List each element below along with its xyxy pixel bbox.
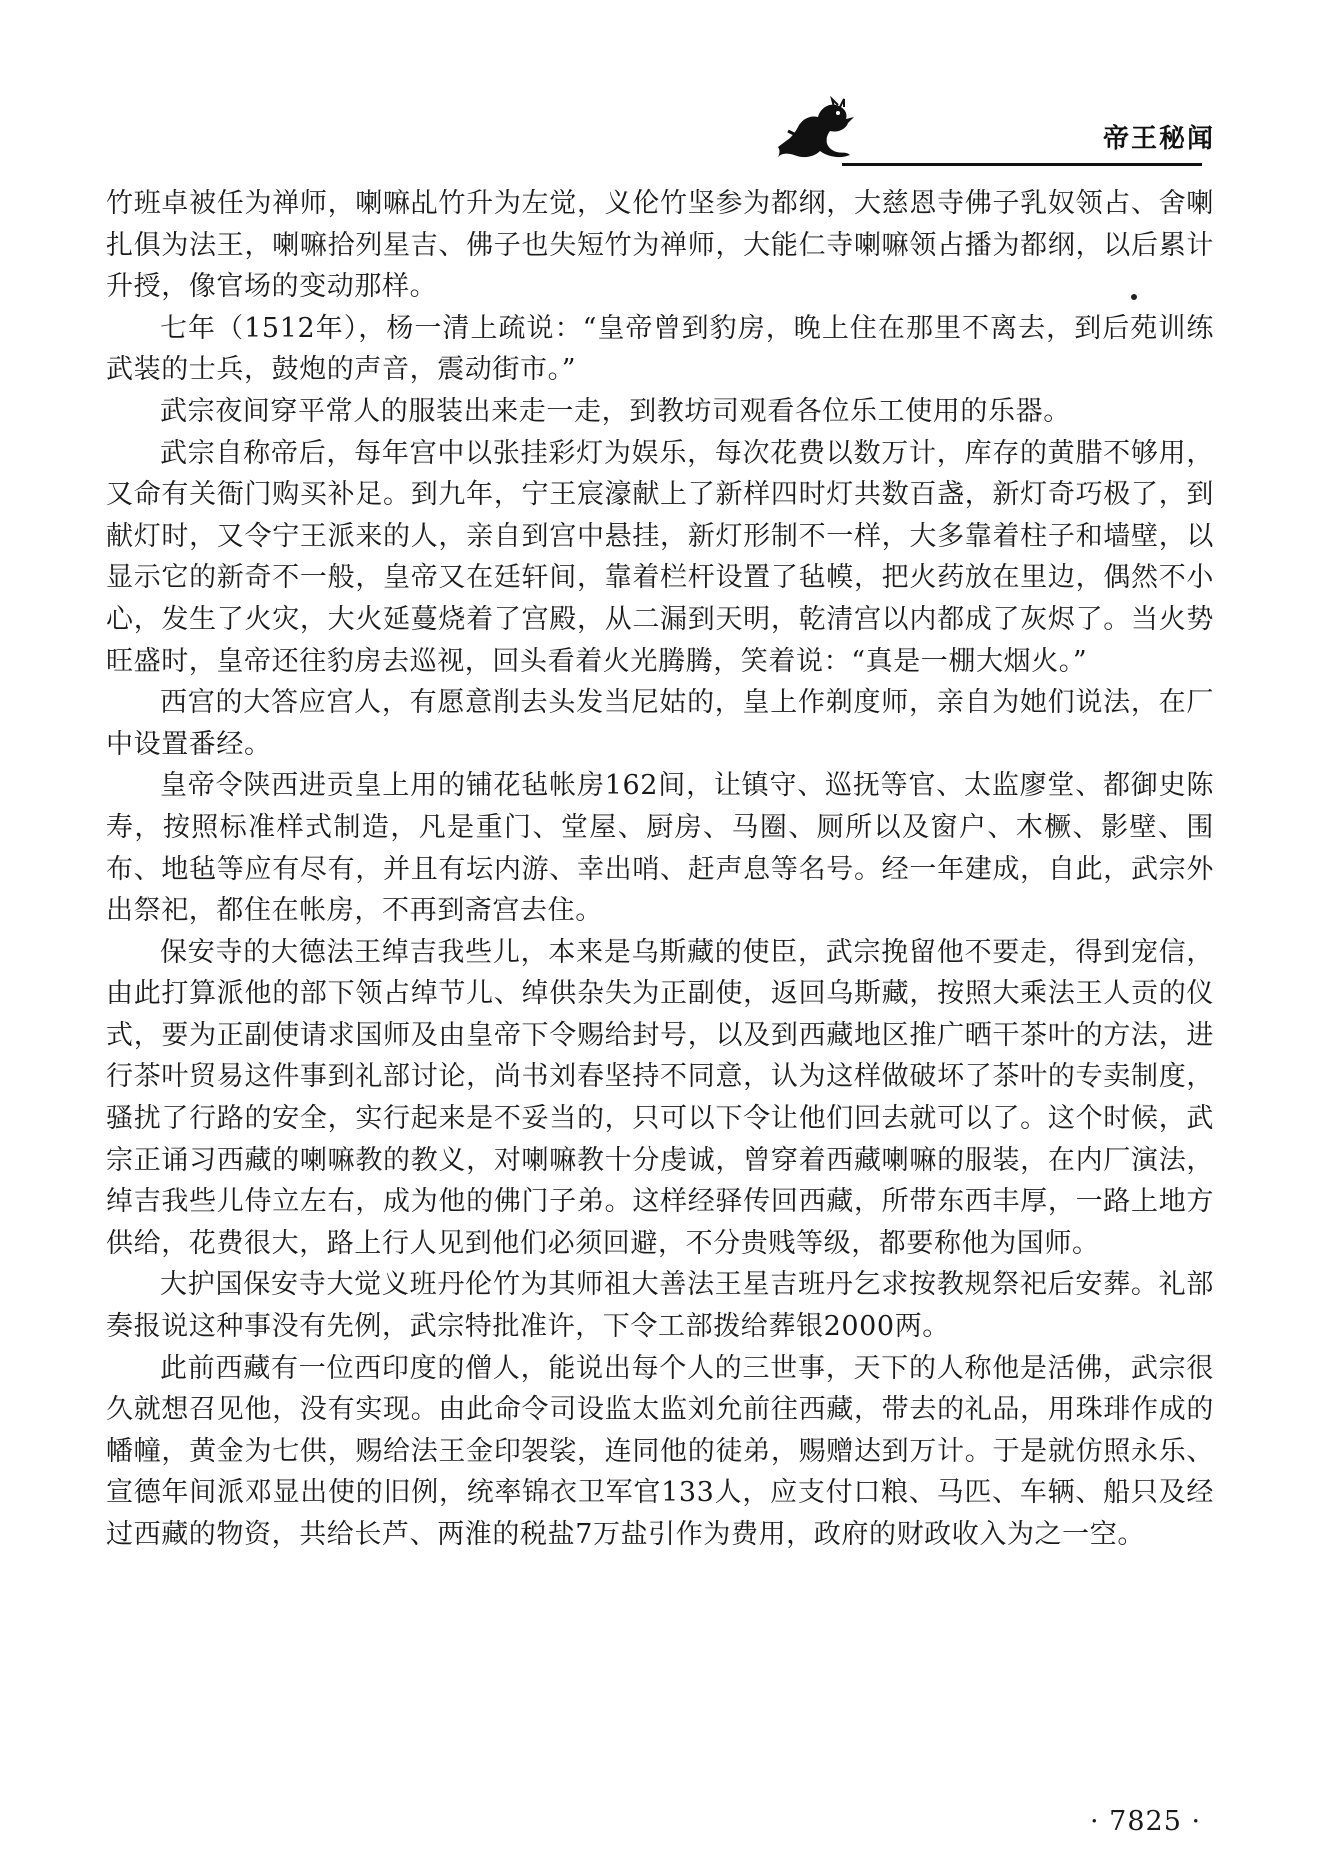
running-header-title: 帝王秘闻 <box>1103 124 1216 154</box>
paragraph-4: 武宗自称帝后，每年宫中以张挂彩灯为娱乐，每次花费以数万计，库存的黄腊不够用，又命有关衙门购买补足。到九年，宁王宸濠献上了新样四时灯共数百盏，新灯奇巧极了，到献灯时，又令宁王派来的人，亲自到宫中悬挂，新灯形制不一样，大多靠着柱子和墙壁，以显示它的新奇不一般，皇帝又在廷轩间，靠着栏杆设置了毡幙，把火药放在里边，偶然不小心，发生了火灾，大火延蔓烧着了宫殿，从二漏到天明，乾清宫以内都成了灰烬了。当火势旺盛时，皇帝还往豹房去巡视，回头看着火光腾腾，笑着说：“真是一棚大烟火。” <box>106 437 1214 677</box>
paragraph-7: 保安寺的大德法王绰吉我些儿，本来是乌斯藏的使臣，武宗挽留他不要走，得到宠信，由此打算派他的部下领占绰节儿、绰供杂失为正副使，返回乌斯藏，按照大乘法王人贡的仪式，要为正副使请求国师及由皇帝下令赐给封号，以及到西藏地区推广晒干茶叶的方法，进行茶叶贸易这件事到礼部讨论，尚书刘春坚持不同意，认为这样做破坏了茶叶的专卖制度，骚扰了行路的安全，实行起来是不妥当的，只可以下令让他们回去就可以了。这个时候，武宗正诵习西藏的喇嘛教的教义，对喇嘛教十分虔诚，曾穿着西藏喇嘛的服装，在内厂演法，绰吉我些儿侍立左右，成为他的佛门子弟。这样经驿传回西藏，所带东西丰厚，一路上地方供给，花费很大，路上行人见到他们必须回避，不分贵贱等级，都要称他为国师。 <box>106 936 1214 1259</box>
paragraph-1: 竹班卓被任为禅师，喇嘛乩竹升为左觉，义伦竹坚参为都纲，大慈恩寺佛子乳奴领占、舍喇扎俱为法王，喇嘛拾列星吉、佛子也失短竹为禅师，大能仁寺喇嘛领占播为都纲，以后累计升授，像官场的变动那样。 <box>106 188 1214 303</box>
paragraph-6: 皇帝令陕西进贡皇上用的铺花毡帐房162间，让镇守、巡抚等官、太监廖堂、都御史陈寿，按照标准样式制造，凡是重门、堂屋、厨房、马圈、厕所以及窗户、木橛、影壁、围布、地毡等应有尽有，并且有坛内游、幸出哨、赶声息等名号。经一年建成，自此，武宗外出祭祀，都住在帐房，不再到斋宫去住。 <box>106 770 1214 927</box>
paragraph-8: 大护国保安寺大觉义班丹伦竹为其师祖大善法王星吉班丹乞求按教规祭祀后安葬。礼部奏报说这种事没有先例，武宗特批准许，下令工部拨给葬银2000两。 <box>106 1269 1214 1343</box>
page-number: · 7825 · <box>1090 1806 1202 1837</box>
paragraph-5: 西宫的大答应宫人，有愿意削去头发当尼姑的，皇上作剃度师，亲自为她们说法，在厂中设置番经。 <box>106 687 1214 760</box>
paragraph-9: 此前西藏有一位西印度的僧人，能说出每个人的三世事，天下的人称他是活佛，武宗很久就想召见他，没有实现。由此命令司设监太监刘允前往西藏，带去的礼品，用珠琲作成的幡幢，黄金为七供，赐给法王金印袈裟，连同他的徒弟，赐赠达到万计。于是就仿照永乐、宣德年间派邓显出使的旧例，统率锦衣卫军官133人，应支付口粮、马匹、车辆、船只及经过西藏的物资，共给长芦、两淮的税盐7万盐引作为费用，政府的财政收入为之一空。 <box>106 1352 1214 1550</box>
header-rule <box>842 163 1202 166</box>
paragraph-2: 七年（1512年），杨一清上疏说：“皇帝曾到豹房，晚上住在那里不离去，到后苑训练武装的士兵，鼓炮的声音，震动街市。” <box>106 312 1214 386</box>
dragon-emblem-icon <box>774 95 860 165</box>
body-text <box>106 183 1214 1556</box>
print-speck <box>1131 294 1137 300</box>
paragraph-3: 武宗夜间穿平常人的服装出来走一走，到教坊司观看各位乐工使用的乐器。 <box>160 395 1071 427</box>
